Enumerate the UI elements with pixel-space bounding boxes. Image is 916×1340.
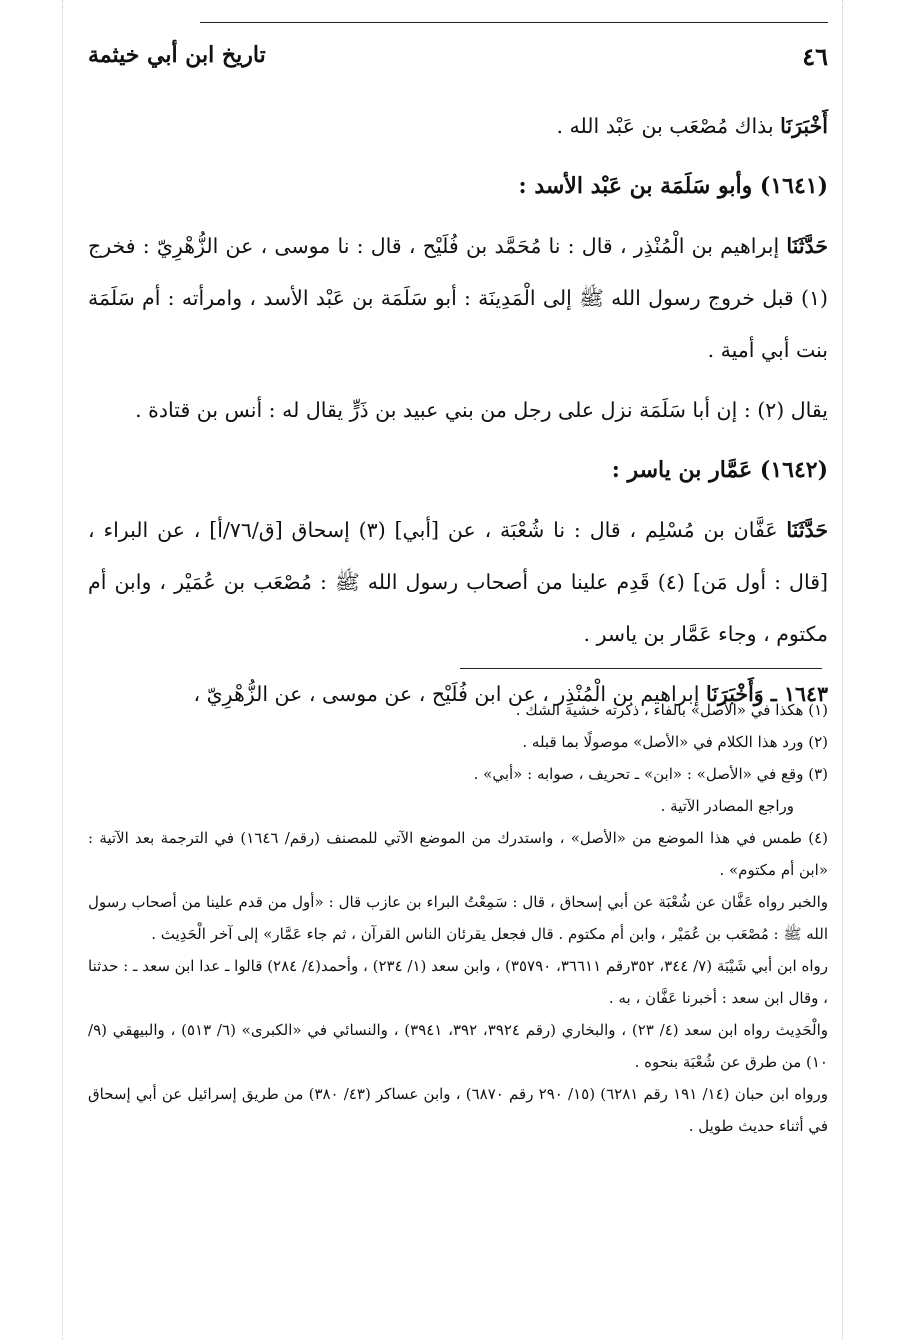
page-number: ٤٦ bbox=[802, 42, 828, 71]
footnote-separator bbox=[460, 668, 822, 669]
paragraph bbox=[88, 384, 828, 436]
footnote: (١) هكذا في «الأصل» بالفاء ، ذكرته خشية الشك . bbox=[515, 701, 828, 719]
header-rule bbox=[200, 22, 828, 23]
footnote: ورواه ابن حبان (١٤/ ١٩١ رقم ٦٢٨١) (١٥/ ٢٩٠ رقم ٦٨٧٠) ، وابن عساكر (٤٣/ ٣٨٠) من طريق إسرائيل عن أبي إسحاق في أثناء حديث طويل . bbox=[88, 1085, 828, 1135]
entry-heading bbox=[88, 160, 828, 212]
footnote: رواه ابن أبي شَيْبَة (٧/ ٣٤٤، ٣٥٢رقم ٣٦٦١١، ٣٥٧٩٠) ، وابن سعد (١/ ٢٣٤) ، وأحمد(٤/ ٢٨٤) قالوا ـ عدا ابن سعد ـ : حدثنا ، وقال ابن سعد : أخبرنا عَفَّان ، به . bbox=[88, 957, 829, 1007]
paragraph-lead: حَدَّثَنَا bbox=[786, 518, 828, 542]
paragraph-lead: (١٦٤٢) عَمَّار بن ياسر : bbox=[611, 457, 828, 483]
footnotes bbox=[88, 694, 828, 1142]
running-header bbox=[88, 42, 828, 82]
paragraph bbox=[88, 504, 828, 660]
paragraph-lead: أَخْبَرَنَا bbox=[780, 114, 828, 138]
footnote: (٣) وقع في «الأصل» : «ابن» ـ تحريف ، صوابه : «أبي» . bbox=[473, 765, 828, 783]
paragraph-text: بذاك مُصْعَب بن عَبْد الله . bbox=[556, 114, 781, 138]
paragraph bbox=[88, 100, 828, 152]
main-text bbox=[88, 100, 828, 728]
scan-guide-line bbox=[62, 0, 63, 1340]
book-title: تاريخ ابن أبي خيثمة bbox=[88, 42, 266, 68]
footnote: والخبر رواه عَفَّان عن شُعْبَة عن أبي إسحاق ، قال : سَمِعْتُ البراء بن عازب قال : «أول من قدم علينا من أصحاب رسول الله ﷺ : مُصْعَب بن عُمَيْر ، وابن أم مكتوم . قال فجعل يقرئان الناس القرآن ، ثم جاء عَمَّار» إلى آخر الْحَدِيث . bbox=[88, 893, 828, 943]
footnote: والْحَدِيث رواه ابن سعد (٤/ ٢٣) ، والبخاري (رقم ٣٩٢٤، ٣٩٢، ٣٩٤١) ، والنسائي في «الكبرى» (٦/ ٥١٣) ، والبيهقي (٩/ ١٠) من طرق عن شُعْبَة بنحوه . bbox=[88, 1021, 829, 1071]
footnote: وراجع المصادر الآتية . bbox=[660, 797, 794, 815]
paragraph bbox=[88, 220, 828, 376]
paragraph-lead: (١٦٤١) وأبو سَلَمَة بن عَبْد الأسد : bbox=[518, 173, 828, 199]
scan-guide-line bbox=[842, 0, 843, 1340]
entry-heading bbox=[88, 444, 828, 496]
paragraph-text: عَفَّان بن مُسْلِم ، قال : نا شُعْبَة ، عن [أبي] (٣) إسحاق [ق/٧٦/أ] ، عن البراء ، [قال : أول مَن] (٤) قَدِم علينا من أصحاب رسول الله ﷺ : مُصْعَب بن عُمَيْر ، وابن أم مكتوم ، وجاء عَمَّار بن ياسر . bbox=[88, 518, 828, 646]
paragraph-text: إبراهيم بن الْمُنْذِر ، قال : نا مُحَمَّد بن فُلَيْح ، قال : نا موسى ، عن الزُّهْرِيّ : فخرج (١) قبل خروج رسول الله ﷺ إلى الْمَدِينَة : أبو سَلَمَة بن عَبْد الأسد ، وامرأته : أم سَلَمَة بنت أبي أمية . bbox=[88, 234, 828, 362]
paragraph-lead: حَدَّثَنَا bbox=[786, 234, 828, 258]
paragraph-lead: ١٦٤٣ ـ وَأَخْبَرَنَا bbox=[705, 682, 828, 706]
footnote: (٤) طمس في هذا الموضع من «الأصل» ، واستدرك من الموضع الآتي للمصنف (رقم/ ١٦٤٦) في الترجمة بعد الآتية : «ابن أم مكتوم» . bbox=[88, 829, 828, 879]
paragraph-text: يقال (٢) : إن أبا سَلَمَة نزل على رجل من بني عبيد بن ذَرٍّ يقال له : أنس بن قتادة . bbox=[135, 398, 828, 422]
footnote: (٢) ورد هذا الكلام في «الأصل» موصولًا بما قبله . bbox=[522, 733, 828, 751]
paragraph-text: إبراهيم بن الْمُنْذِر ، عن ابن فُلَيْح ، عن موسى ، عن الزُّهْرِيّ ، bbox=[193, 682, 706, 706]
